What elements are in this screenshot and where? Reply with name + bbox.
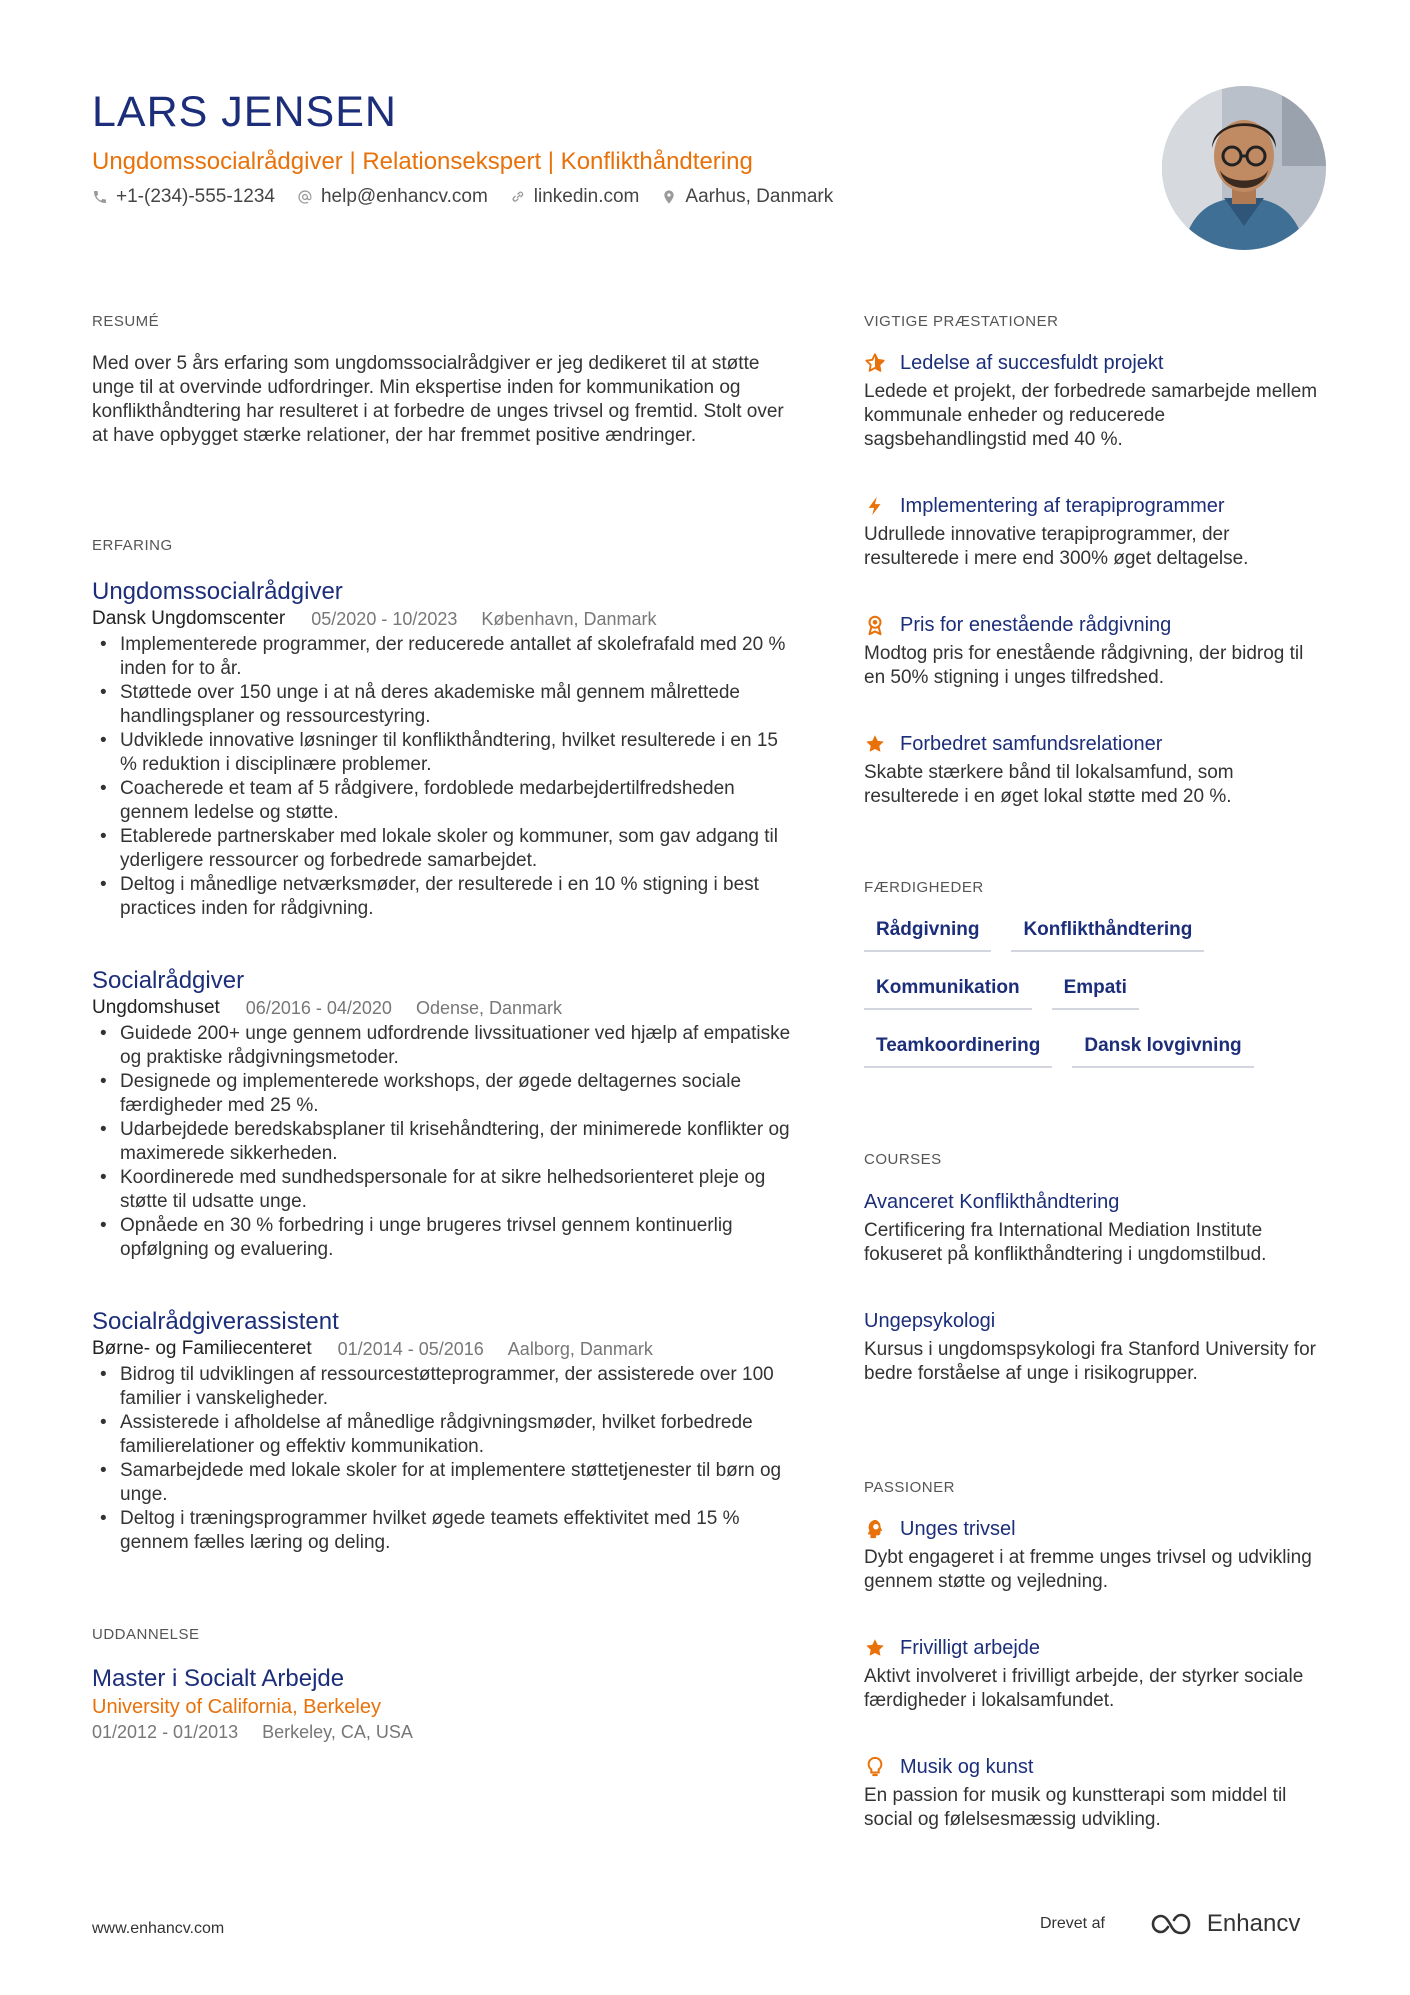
head-icon (864, 1518, 886, 1540)
skills-list (864, 918, 1324, 1092)
job-bullets (92, 1363, 792, 1555)
job-location: Odense, Danmark (415, 998, 563, 1018)
job-bullet: • Bidrog til udviklingen af ressourcestøtteprogrammer, der assisterede over 100 familier i vanskeligheder. (92, 1363, 792, 1411)
job-bullet: • Deltog i månedlige netværksmøder, der resulterede i en 10 % stigning i best practices inden for rådgivning. (92, 873, 792, 921)
star-filled-icon (864, 733, 886, 755)
contact-location (661, 186, 833, 208)
job-title: Socialrådgiver (92, 967, 245, 994)
achievement-title: Pris for enestående rådgivning (900, 614, 1172, 636)
course-item (864, 1189, 1324, 1267)
course-desc: Certificering fra International Mediation Institute fokuseret på konflikthåndtering i ungdomstilbud. (864, 1220, 1267, 1265)
job-bullet: • Samarbejdede med lokale skoler for at implementere støttetjenester til børn og unge. (92, 1459, 792, 1507)
education-meta (92, 1720, 792, 1744)
skill-tag: Kommunikation (864, 976, 1032, 1010)
experience-entry (92, 966, 792, 1262)
job-meta (92, 996, 792, 1020)
section-title-passions: PASSIONER (864, 1479, 955, 1496)
email-text: help@enhancv.com (320, 186, 488, 207)
job-dates: 05/2020 - 10/2023 (311, 609, 458, 629)
passion-title: Musik og kunst (900, 1756, 1034, 1778)
phone-icon (92, 189, 108, 205)
contact-email[interactable] (297, 186, 488, 208)
section-title-education: UDDANNELSE (92, 1626, 200, 1643)
achievement-item (864, 731, 1324, 809)
job-bullet: • Deltog i træningsprogrammer hvilket øgede teamets effektivitet med 15 % gennem fælles læring og deling. (92, 1507, 792, 1555)
section-title-courses: COURSES (864, 1151, 942, 1168)
job-bullet: • Koordinerede med sundhedspersonale for at sikre helhedsorienteret pleje og støtte til udsatte unge. (92, 1166, 792, 1214)
section-title-experience: ERFARING (92, 537, 173, 554)
achievement-item (864, 612, 1324, 690)
star-filled-icon (864, 1637, 886, 1659)
passion-item (864, 1516, 1324, 1594)
education-location: Berkeley, CA, USA (262, 1722, 413, 1742)
job-location: København, Danmark (481, 609, 657, 629)
enhancv-logo-icon (1149, 1911, 1197, 1937)
brand-name: Enhancv (1206, 1910, 1301, 1937)
achievement-desc: Modtog pris for enestående rådgivning, der bidrog til en 50% stigning i unges tilfredshed. (864, 643, 1304, 688)
passion-desc: Aktivt involveret i frivilligt arbejde, der styrker sociale færdigheder i lokalsamfundet. (864, 1666, 1304, 1711)
job-dates: 06/2016 - 04/2020 (245, 998, 392, 1018)
job-company: Ungdomshuset (92, 997, 220, 1018)
skill-tag: Empati (1052, 976, 1139, 1010)
footer-website[interactable]: www.enhancv.com (92, 1920, 225, 1937)
job-company: Dansk Ungdomscenter (92, 608, 286, 629)
achievement-title: Forbedret samfundsrelationer (900, 733, 1163, 755)
education-dates: 01/2012 - 01/2013 (92, 1722, 239, 1742)
job-bullet: • Guidede 200+ unge gennem udfordrende livssituationer ved hjælp af empatiske og praktiske rådgivningsmetoder. (92, 1022, 792, 1070)
education-entry (92, 1664, 792, 1744)
job-meta (92, 607, 792, 631)
profile-photo (1162, 86, 1326, 250)
footer-branding (1040, 1910, 1300, 1938)
link-icon (510, 189, 526, 205)
achievement-desc: Udrullede innovative terapiprogrammer, der resulterede i mere end 300% øget deltagelse. (864, 524, 1249, 569)
skill-tag: Rådgivning (864, 918, 991, 952)
contact-phone (92, 186, 275, 208)
star-outline-icon (864, 352, 886, 374)
achievement-title: Implementering af terapiprogrammer (900, 495, 1225, 517)
education-degree: Master i Socialt Arbejde (92, 1665, 345, 1692)
achievement-desc: Ledede et projekt, der forbedrede samarbejde mellem kommunale enheder og reducerede sagsbehandlingstid med 40 %. (864, 381, 1318, 450)
at-sign-icon (297, 189, 313, 205)
location-pin-icon (661, 189, 677, 205)
passion-item (864, 1754, 1324, 1832)
location-text: Aarhus, Danmark (685, 186, 834, 207)
experience-entry (92, 577, 792, 921)
skill-tag: Dansk lovgivning (1072, 1034, 1253, 1068)
contact-bar (92, 186, 855, 208)
lightbulb-icon (864, 1756, 886, 1778)
job-bullet: • Udarbejdede beredskabsplaner til krisehåndtering, der minimerede konflikter og maximerede sikkerheden. (92, 1118, 792, 1166)
section-title-achievements: VIGTIGE PRÆSTATIONER (864, 313, 1059, 330)
job-title: Socialrådgiverassistent (92, 1308, 339, 1335)
avatar-illustration (1162, 86, 1326, 250)
course-title: Avanceret Konflikthåndtering (864, 1191, 1120, 1213)
phone-text: +1-(234)-555-1234 (116, 186, 275, 207)
section-title-skills: FÆRDIGHEDER (864, 879, 984, 896)
passion-title: Frivilligt arbejde (900, 1637, 1041, 1659)
linkedin-text: linkedin.com (533, 186, 640, 207)
job-meta (92, 1337, 792, 1361)
job-dates: 01/2014 - 05/2016 (337, 1339, 484, 1359)
award-icon (864, 614, 886, 636)
job-company: Børne- og Familiecenteret (92, 1338, 312, 1359)
skill-tag: Teamkoordinering (864, 1034, 1052, 1068)
brand-logo[interactable] (1149, 1910, 1300, 1938)
passion-desc: En passion for musik og kunstterapi som middel til social og følelsesmæssig udvikling. (864, 1785, 1287, 1830)
passion-title: Unges trivsel (900, 1518, 1016, 1540)
course-title: Ungepsykologi (864, 1310, 996, 1332)
skill-tag: Konflikthåndtering (1011, 918, 1204, 952)
powered-by-text: Drevet af (1040, 1915, 1105, 1932)
job-bullet: • Udviklede innovative løsninger til konflikthåndtering, hvilket resulterede i en 15 % reduktion i disciplinære problemer. (92, 729, 792, 777)
passion-item (864, 1635, 1324, 1713)
achievement-item (864, 350, 1324, 452)
experience-entry (92, 1307, 792, 1555)
job-bullets (92, 1022, 792, 1262)
job-bullet: • Assisterede i afholdelse af månedlige rådgivningsmøder, hvilket forbedrede familierelationer og effektiv kommunikation. (92, 1411, 792, 1459)
job-bullet: • Opnåede en 30 % forbedring i unge brugeres trivsel gennem kontinuerlig opfølgning og evaluering. (92, 1214, 792, 1262)
contact-linkedin[interactable] (510, 186, 640, 208)
achievement-item (864, 493, 1324, 571)
summary-text: Med over 5 års erfaring som ungdomssocialrådgiver er jeg dedikeret til at støtte unge til at overvinde udfordringer. Min ekspertise inden for kommunikation og konflikthåndtering har resulteret i at forbedre de unges trivsel og fremtid. Stolt over at have opbygget stærke relationer, der har fremmet positive ændringer. (92, 353, 784, 446)
job-bullets (92, 633, 792, 921)
education-school: University of California, Berkeley (92, 1696, 381, 1718)
job-title: Ungdomssocialrådgiver (92, 578, 343, 605)
achievement-title: Ledelse af succesfuldt projekt (900, 352, 1164, 374)
achievement-desc: Skabte stærkere bånd til lokalsamfund, som resulterede i en øget lokal støtte med 20 %. (864, 762, 1234, 807)
job-bullet: • Implementerede programmer, der reducerede antallet af skolefrafald med 20 % inden for to år. (92, 633, 792, 681)
lightning-icon (864, 495, 886, 517)
job-bullet: • Støttede over 150 unge i at nå deres akademiske mål gennem målrettede handlingsplaner og ressourcestyring. (92, 681, 792, 729)
candidate-name: LARS JENSEN (92, 88, 397, 136)
job-location: Aalborg, Danmark (507, 1339, 653, 1359)
job-bullet: • Coacherede et team af 5 rådgivere, fordoblede medarbejdertilfredsheden gennem ledelse og støtte. (92, 777, 792, 825)
course-desc: Kursus i ungdomspsykologi fra Stanford University for bedre forståelse af unge i risikogrupper. (864, 1339, 1316, 1384)
course-item (864, 1308, 1324, 1386)
passion-desc: Dybt engageret i at fremme unges trivsel og udvikling gennem støtte og vejledning. (864, 1547, 1312, 1592)
job-bullet: • Designede og implementerede workshops, der øgede deltagernes sociale færdigheder med 25 %. (92, 1070, 792, 1118)
job-bullet: • Etablerede partnerskaber med lokale skoler og kommuner, som gav adgang til yderligere ressourcer og forbedrede samarbejdet. (92, 825, 792, 873)
candidate-tagline: Ungdomssocialrådgiver | Relationsekspert | Konflikthåndtering (92, 148, 753, 175)
section-title-summary: RESUMÉ (92, 313, 160, 330)
